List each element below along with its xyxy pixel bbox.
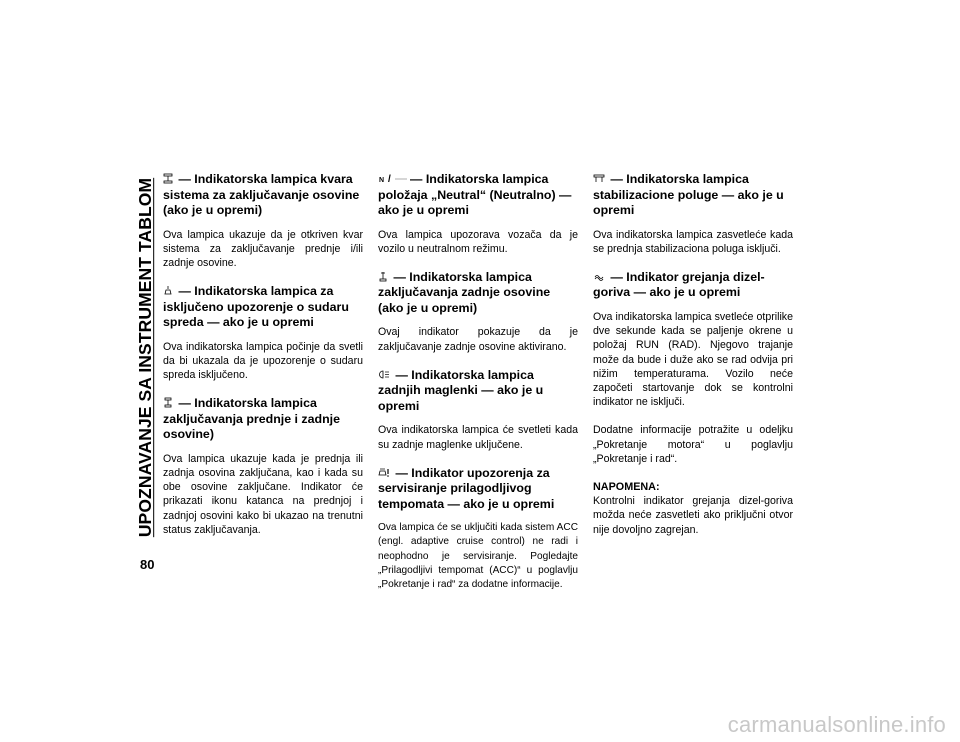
section-body: Ova indikatorska lampica počinje da svetli da bi ukazala da je upozorenje o sudaru spreda isključeno. xyxy=(163,340,363,382)
svg-text:N: N xyxy=(379,177,385,184)
glow-plug-icon xyxy=(593,271,605,282)
page-number: 80 xyxy=(140,557,155,572)
reference-text: Dodatne informacije potražite u odeljku „Pokretanje motora“ u poglavlju „Pokretanje i rad“. xyxy=(593,424,793,465)
column-1 xyxy=(163,172,363,551)
section-heading: — Indikator grejanja dizel-goriva — ako je u opremi xyxy=(593,269,765,300)
section-body: Ova lampica ukazuje kada je prednja ili zadnja osovina zaključana, kao i kada su obe osovine zaključane. Indikator će prikazati ikonu katanca na prednjoj i zadnjoj osovini kako bi ukazao na trenutni status zaključavanja. xyxy=(163,452,363,536)
section-body: Ova indikatorska lampica će svetleti kada su zadnje maglenke uključene. xyxy=(378,424,578,451)
section-body: Ova lampica ukazuje da je otkriven kvar sistema za zaključavanje prednje i/ili zadnje osovine. xyxy=(163,228,363,269)
section-heading: — Indikator upozorenja za servisiranje prilagodljivog tempomata — ako je u opremi xyxy=(378,465,555,511)
section-heading: — Indikatorska lampica stabilizacione poluge — ako je u opremi xyxy=(593,172,784,217)
column-2 xyxy=(378,172,578,606)
section-body: Ova lampica će se uključiti kada sistem ACC (engl. adaptive cruise control) ne radi i neophodno je servisiranje. Pogledajte „Prilagodljivi tempomat (ACC)“ u poglavlju „Pokretanje i rad“ za dodatne informacije. xyxy=(378,522,578,591)
section-body: Ova indikatorska lampica svetleće otprilike dve sekunde kada se paljenje okrene u položaj RUN (RAD). Njegovo trajanje može da bude i duže ako se rad odvija pri nižim temperaturama. Vozilo neće započeti startovanje dok se kontrolni indikator ne isključi. xyxy=(593,310,793,409)
side-section-title: UPOZNAVANJE SA INSTRUMENT TABLOM xyxy=(135,177,156,537)
forward-collision-off-icon xyxy=(163,285,173,296)
rear-axle-lock-icon xyxy=(378,271,388,282)
note-text: Kontrolni indikator grejanja dizel-goriva možda neće zasvetleti ako priključni otvor nije dovoljno zagrejan. xyxy=(593,495,793,536)
section-heading: N / — Indikatorska lampica položaja „Neutral“ (Neutralno) — ako je u opremi xyxy=(378,172,572,217)
section-body: Ovaj indikator pokazuje da je zaključavanje zadnje osovine aktivirano. xyxy=(378,326,578,353)
svg-text:/: / xyxy=(388,174,391,184)
section-heading: — Indikatorska lampica zaključavanja prednje i zadnje osovine) xyxy=(163,396,340,442)
rear-axle-lock-fault-icon xyxy=(163,173,173,184)
rear-fog-lamp-icon xyxy=(378,369,390,380)
section-heading: — Indikatorska lampica zaključavanja zadnje osovine (ako je u opremi) xyxy=(378,269,551,315)
note-label: NAPOMENA: xyxy=(593,480,660,493)
watermark: carmanualsonline.info xyxy=(727,712,946,737)
section-heading: — Indikatorska lampica za isključeno upozorenje o sudaru spreda — ako je u opremi xyxy=(163,284,349,330)
neutral-position-icon xyxy=(378,173,408,184)
section-heading: — Indikatorska lampica zadnjih maglenki — ako je u opremi xyxy=(378,367,544,413)
section-body: Ova indikatorska lampica zasvetleće kada se prednja stabilizaciona poluga isključi. xyxy=(593,228,793,255)
column-3 xyxy=(593,172,793,551)
section-body: Ova lampica upozorava vozača da je vozilo u neutralnom režimu. xyxy=(378,228,578,255)
stabilizer-bar-icon xyxy=(593,173,605,184)
section-heading: — Indikatorska lampica kvara sistema za zaključavanje osovine (ako je u opremi) xyxy=(163,172,360,217)
acc-service-icon xyxy=(378,467,390,478)
front-rear-axle-lock-icon xyxy=(163,397,173,408)
